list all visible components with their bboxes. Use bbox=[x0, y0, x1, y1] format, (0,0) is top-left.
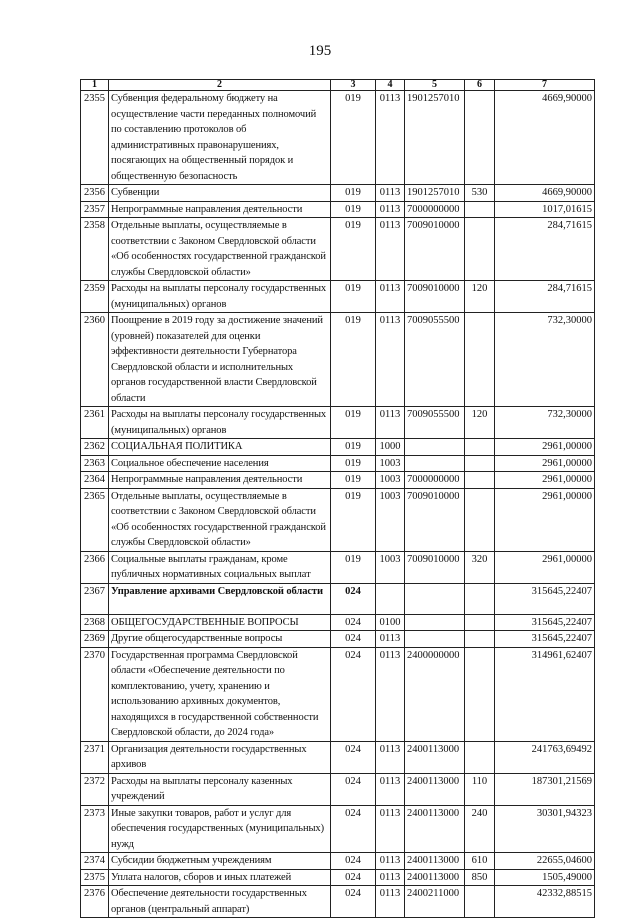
row-ministry-code: 019 bbox=[331, 472, 376, 489]
row-amount: 42332,88515 bbox=[495, 886, 595, 918]
table-row bbox=[81, 313, 595, 407]
row-number: 2375 bbox=[81, 869, 109, 886]
row-expense-type bbox=[465, 218, 495, 281]
row-expense-type bbox=[465, 439, 495, 456]
header-row bbox=[81, 80, 595, 91]
row-amount: 2961,00000 bbox=[495, 439, 595, 456]
row-amount: 284,71615 bbox=[495, 281, 595, 313]
row-section-code: 0113 bbox=[376, 869, 405, 886]
row-number: 2355 bbox=[81, 91, 109, 185]
row-target-article: 2400113000 bbox=[405, 773, 465, 805]
row-target-article bbox=[405, 631, 465, 648]
row-ministry-code: 024 bbox=[331, 805, 376, 853]
row-amount: 732,30000 bbox=[495, 407, 595, 439]
table-row bbox=[81, 218, 595, 281]
row-ministry-code: 019 bbox=[331, 185, 376, 202]
row-target-article: 7000000000 bbox=[405, 472, 465, 489]
row-expense-type bbox=[465, 583, 495, 614]
row-name: Государственная программа Свердловской области «Обеспечение деятельности по комплектованию, учету, хранению и использованию архивных документов, находящихся в государственной собственности Свердловской области, до 2024 года» bbox=[109, 647, 331, 741]
row-ministry-code: 019 bbox=[331, 439, 376, 456]
row-expense-type bbox=[465, 631, 495, 648]
row-section-code: 0113 bbox=[376, 91, 405, 185]
row-number: 2371 bbox=[81, 741, 109, 773]
row-target-article: 2400000000 bbox=[405, 647, 465, 741]
row-section-code: 0113 bbox=[376, 805, 405, 853]
row-expense-type: 850 bbox=[465, 869, 495, 886]
row-amount: 1505,49000 bbox=[495, 869, 595, 886]
row-number: 2358 bbox=[81, 218, 109, 281]
table-row bbox=[81, 551, 595, 583]
row-ministry-code: 024 bbox=[331, 583, 376, 614]
row-amount: 732,30000 bbox=[495, 313, 595, 407]
table-row bbox=[81, 853, 595, 870]
row-target-article bbox=[405, 455, 465, 472]
row-name: Субсидии бюджетным учреждениям bbox=[109, 853, 331, 870]
table-row bbox=[81, 201, 595, 218]
row-name: Социальные выплаты гражданам, кроме публичных нормативных социальных выплат bbox=[109, 551, 331, 583]
table-row bbox=[81, 773, 595, 805]
row-section-code: 0113 bbox=[376, 185, 405, 202]
row-name: Отдельные выплаты, осуществляемые в соответствии с Законом Свердловской области «Об особенностях государственной гражданской службы Свердловской области» bbox=[109, 218, 331, 281]
row-target-article: 7009055500 bbox=[405, 407, 465, 439]
row-amount: 1017,01615 bbox=[495, 201, 595, 218]
table-row bbox=[81, 886, 595, 918]
row-target-article: 2400113000 bbox=[405, 805, 465, 853]
row-name: Субвенция федеральному бюджету на осуществление части переданных полномочий по составлению протоколов об административных правонарушениях, посягающих на общественный порядок и общественную безопасность bbox=[109, 91, 331, 185]
row-section-code: 0113 bbox=[376, 201, 405, 218]
row-target-article: 7009010000 bbox=[405, 551, 465, 583]
row-name: Отдельные выплаты, осуществляемые в соответствии с Законом Свердловской области «Об особенностях государственной гражданской службы Свердловской области» bbox=[109, 488, 331, 551]
row-number: 2372 bbox=[81, 773, 109, 805]
row-target-article: 2400113000 bbox=[405, 741, 465, 773]
row-expense-type: 320 bbox=[465, 551, 495, 583]
header-col-6: 6 bbox=[465, 80, 495, 91]
row-amount: 315645,22407 bbox=[495, 631, 595, 648]
row-number: 2359 bbox=[81, 281, 109, 313]
row-ministry-code: 019 bbox=[331, 281, 376, 313]
table-body bbox=[81, 91, 595, 918]
row-expense-type bbox=[465, 201, 495, 218]
row-name: Расходы на выплаты персоналу казенных учреждений bbox=[109, 773, 331, 805]
row-section-code: 0113 bbox=[376, 741, 405, 773]
row-amount: 4669,90000 bbox=[495, 185, 595, 202]
row-ministry-code: 019 bbox=[331, 91, 376, 185]
row-ministry-code: 019 bbox=[331, 551, 376, 583]
row-section-code: 0113 bbox=[376, 218, 405, 281]
table-row bbox=[81, 583, 595, 614]
row-expense-type bbox=[465, 91, 495, 185]
table-row bbox=[81, 91, 595, 185]
row-number: 2364 bbox=[81, 472, 109, 489]
row-name: Иные закупки товаров, работ и услуг для обеспечения государственных (муниципальных) нужд bbox=[109, 805, 331, 853]
row-amount: 4669,90000 bbox=[495, 91, 595, 185]
row-name: Поощрение в 2019 году за достижение значений (уровней) показателей для оценки эффективности деятельности Губернатора Свердловской области и исполнительных органов государственной власти Свердловской области bbox=[109, 313, 331, 407]
row-section-code: 0113 bbox=[376, 647, 405, 741]
row-expense-type bbox=[465, 455, 495, 472]
row-name: ОБЩЕГОСУДАРСТВЕННЫЕ ВОПРОСЫ bbox=[109, 614, 331, 631]
header-col-4: 4 bbox=[376, 80, 405, 91]
row-amount: 2961,00000 bbox=[495, 455, 595, 472]
row-expense-type: 120 bbox=[465, 281, 495, 313]
row-ministry-code: 024 bbox=[331, 773, 376, 805]
row-number: 2376 bbox=[81, 886, 109, 918]
table-row bbox=[81, 455, 595, 472]
row-section-code: 0113 bbox=[376, 631, 405, 648]
row-name: Уплата налогов, сборов и иных платежей bbox=[109, 869, 331, 886]
table-row bbox=[81, 281, 595, 313]
table-row bbox=[81, 488, 595, 551]
row-ministry-code: 019 bbox=[331, 313, 376, 407]
row-number: 2369 bbox=[81, 631, 109, 648]
header-col-2: 2 bbox=[109, 80, 331, 91]
row-name: Непрограммные направления деятельности bbox=[109, 472, 331, 489]
row-ministry-code: 019 bbox=[331, 407, 376, 439]
row-amount: 315645,22407 bbox=[495, 614, 595, 631]
table-row bbox=[81, 741, 595, 773]
row-ministry-code: 024 bbox=[331, 869, 376, 886]
table-row bbox=[81, 407, 595, 439]
table-row bbox=[81, 185, 595, 202]
row-expense-type: 530 bbox=[465, 185, 495, 202]
header-col-5: 5 bbox=[405, 80, 465, 91]
row-number: 2374 bbox=[81, 853, 109, 870]
row-amount: 2961,00000 bbox=[495, 551, 595, 583]
row-expense-type: 110 bbox=[465, 773, 495, 805]
row-expense-type bbox=[465, 647, 495, 741]
row-target-article bbox=[405, 439, 465, 456]
row-section-code: 0113 bbox=[376, 281, 405, 313]
row-section-code: 0100 bbox=[376, 614, 405, 631]
row-ministry-code: 019 bbox=[331, 488, 376, 551]
row-number: 2365 bbox=[81, 488, 109, 551]
row-target-article: 7009010000 bbox=[405, 488, 465, 551]
row-ministry-code: 019 bbox=[331, 455, 376, 472]
row-number: 2357 bbox=[81, 201, 109, 218]
row-section-code: 1003 bbox=[376, 551, 405, 583]
row-name: СОЦИАЛЬНАЯ ПОЛИТИКА bbox=[109, 439, 331, 456]
row-amount: 314961,62407 bbox=[495, 647, 595, 741]
row-section-code: 0113 bbox=[376, 407, 405, 439]
row-amount: 30301,94323 bbox=[495, 805, 595, 853]
row-section-code: 0113 bbox=[376, 773, 405, 805]
row-target-article: 7009010000 bbox=[405, 281, 465, 313]
table-row bbox=[81, 647, 595, 741]
row-target-article: 2400211000 bbox=[405, 886, 465, 918]
row-ministry-code: 019 bbox=[331, 218, 376, 281]
row-number: 2370 bbox=[81, 647, 109, 741]
row-expense-type bbox=[465, 741, 495, 773]
row-name: Расходы на выплаты персоналу государственных (муниципальных) органов bbox=[109, 407, 331, 439]
header-col-3: 3 bbox=[331, 80, 376, 91]
row-section-code: 0113 bbox=[376, 853, 405, 870]
row-section-code bbox=[376, 583, 405, 614]
row-section-code: 0113 bbox=[376, 313, 405, 407]
row-amount: 241763,69492 bbox=[495, 741, 595, 773]
row-number: 2361 bbox=[81, 407, 109, 439]
row-amount: 315645,22407 bbox=[495, 583, 595, 614]
row-amount: 284,71615 bbox=[495, 218, 595, 281]
table-row bbox=[81, 631, 595, 648]
row-ministry-code: 024 bbox=[331, 614, 376, 631]
budget-table bbox=[80, 79, 595, 918]
row-expense-type: 240 bbox=[465, 805, 495, 853]
row-ministry-code: 019 bbox=[331, 201, 376, 218]
row-target-article: 7009055500 bbox=[405, 313, 465, 407]
header-col-1: 1 bbox=[81, 80, 109, 91]
row-number: 2367 bbox=[81, 583, 109, 614]
row-ministry-code: 024 bbox=[331, 853, 376, 870]
row-ministry-code: 024 bbox=[331, 886, 376, 918]
row-number: 2356 bbox=[81, 185, 109, 202]
row-name: Расходы на выплаты персоналу государственных (муниципальных) органов bbox=[109, 281, 331, 313]
table-row bbox=[81, 472, 595, 489]
row-name: Социальное обеспечение населения bbox=[109, 455, 331, 472]
row-number: 2373 bbox=[81, 805, 109, 853]
row-amount: 2961,00000 bbox=[495, 472, 595, 489]
row-number: 2363 bbox=[81, 455, 109, 472]
row-section-code: 1003 bbox=[376, 488, 405, 551]
row-ministry-code: 024 bbox=[331, 631, 376, 648]
row-section-code: 1003 bbox=[376, 472, 405, 489]
row-target-article bbox=[405, 614, 465, 631]
row-target-article bbox=[405, 583, 465, 614]
row-name: Непрограммные направления деятельности bbox=[109, 201, 331, 218]
row-target-article: 2400113000 bbox=[405, 869, 465, 886]
row-name: Управление архивами Свердловской области bbox=[109, 583, 331, 614]
row-section-code: 1003 bbox=[376, 455, 405, 472]
table-row bbox=[81, 614, 595, 631]
row-expense-type: 120 bbox=[465, 407, 495, 439]
row-expense-type bbox=[465, 614, 495, 631]
row-expense-type: 610 bbox=[465, 853, 495, 870]
row-number: 2368 bbox=[81, 614, 109, 631]
row-name: Субвенции bbox=[109, 185, 331, 202]
row-name: Обеспечение деятельности государственных органов (центральный аппарат) bbox=[109, 886, 331, 918]
header-col-7: 7 bbox=[495, 80, 595, 91]
row-expense-type bbox=[465, 488, 495, 551]
row-amount: 22655,04600 bbox=[495, 853, 595, 870]
row-amount: 2961,00000 bbox=[495, 488, 595, 551]
row-target-article: 1901257010 bbox=[405, 91, 465, 185]
page-number: 195 bbox=[308, 43, 332, 59]
row-ministry-code: 024 bbox=[331, 647, 376, 741]
row-section-code: 1000 bbox=[376, 439, 405, 456]
row-number: 2360 bbox=[81, 313, 109, 407]
table-row bbox=[81, 869, 595, 886]
row-target-article: 1901257010 bbox=[405, 185, 465, 202]
row-name: Организация деятельности государственных архивов bbox=[109, 741, 331, 773]
table-row bbox=[81, 805, 595, 853]
row-name: Другие общегосударственные вопросы bbox=[109, 631, 331, 648]
row-number: 2366 bbox=[81, 551, 109, 583]
row-amount: 187301,21569 bbox=[495, 773, 595, 805]
row-expense-type bbox=[465, 472, 495, 489]
row-expense-type bbox=[465, 886, 495, 918]
row-target-article: 7000000000 bbox=[405, 201, 465, 218]
table-row bbox=[81, 439, 595, 456]
row-target-article: 7009010000 bbox=[405, 218, 465, 281]
row-ministry-code: 024 bbox=[331, 741, 376, 773]
row-section-code: 0113 bbox=[376, 886, 405, 918]
row-expense-type bbox=[465, 313, 495, 407]
row-number: 2362 bbox=[81, 439, 109, 456]
row-target-article: 2400113000 bbox=[405, 853, 465, 870]
